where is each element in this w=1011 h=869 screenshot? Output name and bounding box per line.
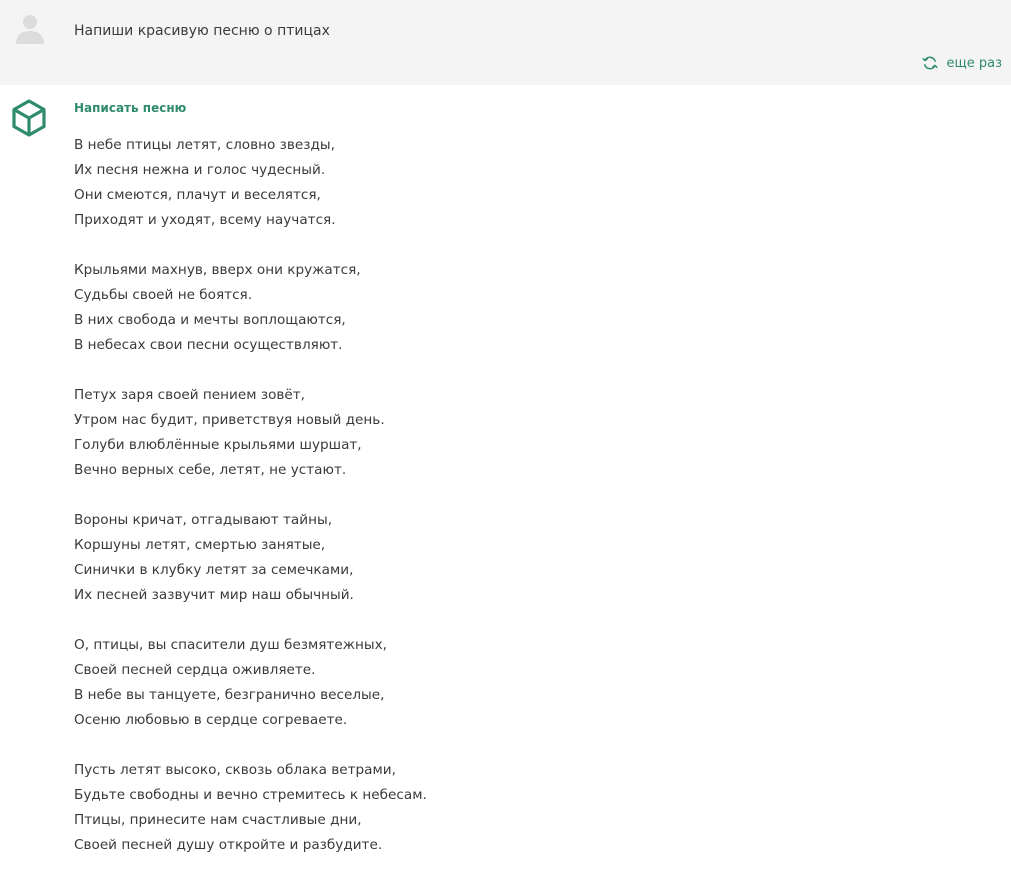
song-line: Утром нас будит, приветствуя новый день.: [74, 412, 385, 428]
song-line: Их песней зазвучит мир наш обычный.: [74, 587, 354, 603]
song-line: Будьте свободны и вечно стремитесь к небесам.: [74, 787, 427, 803]
song-line: Коршуны летят, смертью занятые,: [74, 537, 326, 553]
song-line: Крыльями махнув, вверх они кружатся,: [74, 262, 361, 278]
retry-button[interactable]: [922, 53, 1002, 73]
cube-icon: [10, 98, 48, 138]
user-avatar-icon: [13, 12, 47, 46]
song-stanza: [74, 758, 974, 858]
song-text: [74, 133, 974, 858]
song-line: Своей песней душу откройте и разбудите.: [74, 837, 383, 853]
song-line: Их песня нежна и голос чудесный.: [74, 162, 326, 178]
song-stanza: [74, 383, 974, 483]
refresh-icon: [922, 55, 938, 71]
song-line: Петух заря своей пением зовёт,: [74, 387, 305, 403]
user-message-text: Напиши красивую песню о птицах: [74, 23, 330, 39]
song-line: Вечно верных себе, летят, не устают.: [74, 462, 347, 478]
song-line: Своей песней сердца оживляете.: [74, 662, 316, 678]
song-line: Пусть летят высоко, сквозь облака ветрами,: [74, 762, 396, 778]
user-message-block: [0, 0, 1011, 85]
response-title: Написать песню: [74, 101, 187, 115]
song-line: В небе птицы летят, словно звезды,: [74, 137, 335, 153]
song-stanza: [74, 258, 974, 358]
song-line: Синички в клубку летят за семечками,: [74, 562, 354, 578]
song-line: В них свобода и мечты воплощаются,: [74, 312, 346, 328]
song-line: Голуби влюблённые крыльями шуршат,: [74, 437, 362, 453]
song-line: В небесах свои песни осуществляют.: [74, 337, 343, 353]
song-line: В небе вы танцуете, безгранично веселые,: [74, 687, 385, 703]
song-stanza: [74, 133, 974, 233]
song-line: Осеню любовью в сердце согреваете.: [74, 712, 348, 728]
song-line: Судьбы своей не боятся.: [74, 287, 253, 303]
song-line: Они смеются, плачут и веселятся,: [74, 187, 321, 203]
song-line: Приходят и уходят, всему научатся.: [74, 212, 336, 228]
song-stanza: [74, 508, 974, 608]
song-stanza: [74, 633, 974, 733]
song-line: О, птицы, вы спасители душ безмятежных,: [74, 637, 387, 653]
retry-label: еще раз: [946, 55, 1002, 71]
song-line: Птицы, принесите нам счастливые дни,: [74, 812, 362, 828]
song-line: Вороны кричат, отгадывают тайны,: [74, 512, 333, 528]
